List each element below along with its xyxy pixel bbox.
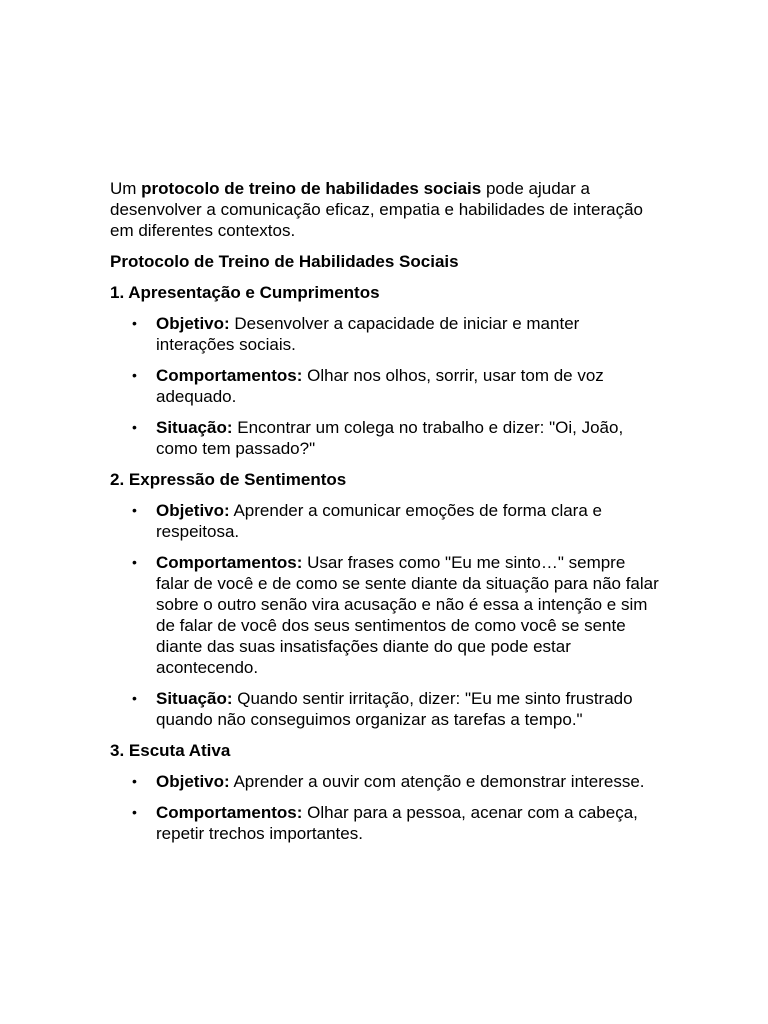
item-text: Aprender a ouvir com atenção e demonstrar interesse.: [229, 772, 645, 791]
list-item: [110, 802, 660, 844]
list-item: [110, 552, 660, 678]
bullet-icon: •: [132, 502, 137, 518]
item-text: Encontrar um colega no trabalho e dizer: "Oi, João, como tem passado?": [156, 418, 624, 458]
item-label: Objetivo:: [156, 772, 230, 791]
section-3-list: [110, 771, 660, 844]
item-label: Objetivo:: [156, 314, 230, 333]
section-heading-1: 1. Apresentação e Cumprimentos: [110, 283, 380, 302]
intro-bold: protocolo de treino de habilidades sociais: [141, 179, 482, 198]
item-text: Desenvolver a capacidade de iniciar e manter interações sociais.: [156, 314, 580, 354]
item-label: Comportamentos:: [156, 553, 303, 572]
item-label: Objetivo:: [156, 501, 230, 520]
document-title: Protocolo de Treino de Habilidades Sociais: [110, 252, 459, 271]
bullet-icon: •: [132, 554, 137, 570]
bullet-icon: •: [132, 804, 137, 820]
list-item: [110, 313, 660, 355]
intro-prefix: Um: [110, 179, 142, 198]
section-heading-3: 3. Escuta Ativa: [110, 741, 231, 760]
list-item: [110, 688, 660, 730]
item-text: Olhar para a pessoa, acenar com a cabeça, repetir trechos importantes.: [156, 803, 638, 843]
list-item: [110, 417, 660, 459]
item-label: Situação:: [156, 418, 233, 437]
list-item: [110, 500, 660, 542]
item-label: Comportamentos:: [156, 803, 303, 822]
intro-suffix: pode ajudar a desenvolver a comunicação eficaz, empatia e habilidades de interação em diferentes contextos.: [110, 179, 643, 240]
list-item: [110, 771, 660, 792]
section-1-list: [110, 313, 660, 459]
bullet-icon: •: [132, 419, 137, 435]
intro-paragraph: [110, 178, 660, 241]
item-label: Comportamentos:: [156, 366, 303, 385]
item-text: Olhar nos olhos, sorrir, usar tom de voz adequado.: [156, 366, 604, 406]
document-page: [110, 178, 660, 854]
item-label: Situação:: [156, 689, 233, 708]
bullet-icon: •: [132, 315, 137, 331]
list-item: [110, 365, 660, 407]
section-heading-2: 2. Expressão de Sentimentos: [110, 470, 347, 489]
bullet-icon: •: [132, 690, 137, 706]
item-text: Aprender a comunicar emoções de forma clara e respeitosa.: [156, 501, 602, 541]
item-text: Usar frases como "Eu me sinto…" sempre falar de você e de como se sente diante da situação para não falar sobre o outro senão vira acusação e não é essa a intenção e sim de falar de você dos seus sentimentos de como você se sente diante das suas insatisfações diante do que pode estar acontecendo.: [156, 553, 659, 677]
item-text: Quando sentir irritação, dizer: "Eu me sinto frustrado quando não conseguimos organizar as tarefas a tempo.": [156, 689, 633, 729]
bullet-icon: •: [132, 367, 137, 383]
bullet-icon: •: [132, 773, 137, 789]
section-2-list: [110, 500, 660, 730]
